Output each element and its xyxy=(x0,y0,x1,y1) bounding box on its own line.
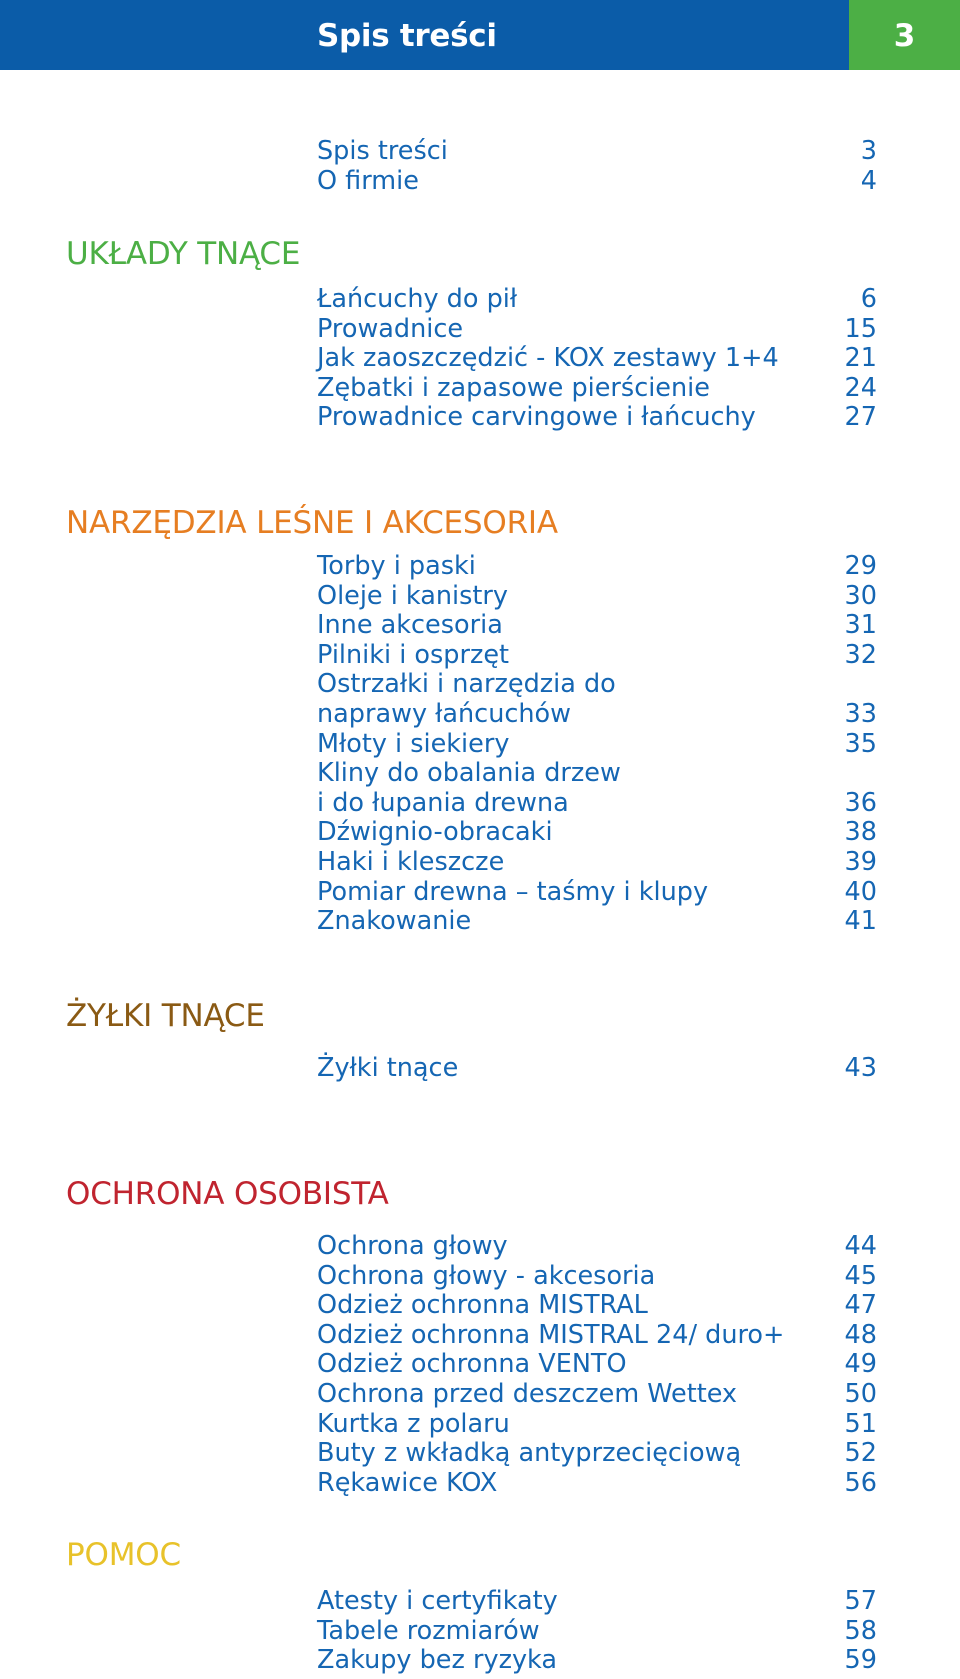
toc-entry-label: Ostrzałki i narzędzia do naprawy łańcuchów xyxy=(317,669,616,729)
toc-entry-label: Żyłki tnące xyxy=(317,1053,459,1083)
toc-entry-label: Znakowanie xyxy=(317,906,472,937)
toc-entry-label: Haki i kleszcze xyxy=(317,846,505,877)
section-title-narzedzia-lesne: NARZĘDZIA LEŚNE I AKCESORIA xyxy=(66,505,558,541)
toc-entry[interactable] xyxy=(317,759,877,818)
toc-entry[interactable] xyxy=(317,848,877,878)
toc-entry-label: Zakupy bez ryzyka xyxy=(317,1645,557,1676)
toc-intro-list xyxy=(317,137,877,196)
toc-entry[interactable] xyxy=(317,374,877,404)
toc-entry-page: 30 xyxy=(844,580,877,611)
toc-list-uklady-tnace xyxy=(317,285,877,433)
toc-entry-page: 15 xyxy=(844,313,877,344)
toc-entry-page: 29 xyxy=(844,551,877,581)
toc-entry-page: 27 xyxy=(844,402,877,433)
toc-entry[interactable] xyxy=(317,1380,877,1410)
toc-entry[interactable] xyxy=(317,1262,877,1292)
toc-entry-page: 21 xyxy=(844,343,877,374)
toc-entry[interactable] xyxy=(317,1646,877,1676)
toc-entry-label: Spis treści xyxy=(317,136,448,166)
toc-entry-page: 36 xyxy=(844,787,877,818)
toc-list-pomoc xyxy=(317,1587,877,1676)
toc-entry[interactable] xyxy=(317,818,877,848)
toc-entry-page: 40 xyxy=(844,876,877,907)
toc-entry-page: 50 xyxy=(844,1378,877,1409)
toc-entry-label: Odzież ochronna MISTRAL xyxy=(317,1290,648,1321)
toc-entry[interactable] xyxy=(317,1617,877,1647)
toc-entry-page: 41 xyxy=(844,906,877,937)
toc-entry[interactable] xyxy=(317,878,877,908)
toc-entry-label: Rękawice KOX xyxy=(317,1467,498,1498)
toc-entry[interactable] xyxy=(317,1469,877,1499)
toc-entry[interactable] xyxy=(317,403,877,433)
toc-entry-page: 49 xyxy=(844,1349,877,1380)
toc-entry[interactable] xyxy=(317,907,877,937)
toc-entry[interactable] xyxy=(317,137,877,167)
section-title-ochrona-osobista: OCHRONA OSOBISTA xyxy=(66,1176,389,1212)
toc-entry-page: 56 xyxy=(844,1467,877,1498)
toc-entry-label: Oleje i kanistry xyxy=(317,580,508,611)
toc-entry[interactable] xyxy=(317,641,877,671)
toc-entry-label: Jak zaoszczędzić - KOX zestawy 1+4 xyxy=(317,343,779,374)
toc-entry-label: Buty z wkładką antyprzecięciową xyxy=(317,1438,742,1469)
toc-entry-page: 51 xyxy=(844,1408,877,1439)
toc-entry-page: 45 xyxy=(844,1260,877,1291)
toc-entry-page: 44 xyxy=(844,1231,877,1261)
toc-entry[interactable] xyxy=(317,1232,877,1262)
toc-entry[interactable] xyxy=(317,1291,877,1321)
toc-entry[interactable] xyxy=(317,1321,877,1351)
toc-entry[interactable] xyxy=(317,611,877,641)
page-title: Spis treści xyxy=(317,18,497,54)
toc-list-narzedzia-lesne xyxy=(317,552,877,937)
header-bar xyxy=(0,0,960,70)
page-number-badge: 3 xyxy=(849,0,960,70)
toc-entry-page: 6 xyxy=(860,284,877,314)
toc-entry-label: Torby i paski xyxy=(317,551,476,581)
toc-entry-label: Młoty i siekiery xyxy=(317,728,510,759)
toc-entry[interactable] xyxy=(317,1587,877,1617)
toc-entry-label: Kliny do obalania drzew i do łupania drewna xyxy=(317,758,621,818)
toc-entry[interactable] xyxy=(317,315,877,345)
toc-entry[interactable] xyxy=(317,1054,877,1084)
toc-entry-label: Pomiar drewna – taśmy i klupy xyxy=(317,876,709,907)
section-title-pomoc: POMOC xyxy=(66,1537,181,1573)
toc-entry-page: 48 xyxy=(844,1319,877,1350)
toc-entry-label: Łańcuchy do pił xyxy=(317,284,518,314)
toc-entry-page: 35 xyxy=(844,728,877,759)
toc-entry[interactable] xyxy=(317,344,877,374)
toc-entry-label: Pilniki i osprzęt xyxy=(317,639,510,670)
toc-entry-page: 38 xyxy=(844,817,877,848)
toc-entry-label: Zębatki i zapasowe pierścienie xyxy=(317,372,710,403)
toc-entry[interactable] xyxy=(317,1350,877,1380)
toc-entry-page: 52 xyxy=(844,1438,877,1469)
toc-entry[interactable] xyxy=(317,730,877,760)
toc-entry-label: Ochrona głowy - akcesoria xyxy=(317,1260,656,1291)
toc-list-ochrona-osobista xyxy=(317,1232,877,1498)
toc-entry-label: Atesty i certyfikaty xyxy=(317,1586,558,1616)
toc-list-zylki-tnace xyxy=(317,1054,877,1084)
toc-entry[interactable] xyxy=(317,285,877,315)
toc-entry[interactable] xyxy=(317,1410,877,1440)
toc-entry-page: 59 xyxy=(844,1645,877,1676)
toc-entry-page: 24 xyxy=(844,372,877,403)
toc-entry[interactable] xyxy=(317,167,877,197)
toc-entry-label: Inne akcesoria xyxy=(317,610,503,641)
toc-entry-page: 31 xyxy=(844,610,877,641)
toc-entry-page: 4 xyxy=(860,165,877,196)
toc-entry[interactable] xyxy=(317,670,877,729)
toc-entry-label: Dźwignio-obracaki xyxy=(317,817,553,848)
toc-entry-page: 3 xyxy=(860,136,877,166)
toc-entry-page: 47 xyxy=(844,1290,877,1321)
toc-entry-page: 57 xyxy=(844,1586,877,1616)
toc-entry-label: Ochrona przed deszczem Wettex xyxy=(317,1378,738,1409)
toc-entry-label: Prowadnice xyxy=(317,313,464,344)
toc-entry-label: Kurtka z polaru xyxy=(317,1408,510,1439)
toc-entry-page: 39 xyxy=(844,846,877,877)
toc-entry-label: Tabele rozmiarów xyxy=(317,1615,540,1646)
toc-entry-label: O firmie xyxy=(317,165,419,196)
toc-entry-label: Odzież ochronna VENTO xyxy=(317,1349,627,1380)
toc-entry[interactable] xyxy=(317,1439,877,1469)
section-title-zylki-tnace: ŻYŁKI TNĄCE xyxy=(66,998,265,1034)
toc-entry-label: Ochrona głowy xyxy=(317,1231,508,1261)
toc-entry-page: 58 xyxy=(844,1615,877,1646)
toc-entry[interactable] xyxy=(317,582,877,612)
toc-entry-page: 32 xyxy=(844,639,877,670)
toc-entry[interactable] xyxy=(317,552,877,582)
section-title-uklady-tnace: UKŁADY TNĄCE xyxy=(66,236,301,272)
toc-entry-page: 33 xyxy=(844,698,877,729)
toc-entry-page: 43 xyxy=(844,1053,877,1083)
toc-entry-label: Odzież ochronna MISTRAL 24/ duro+ xyxy=(317,1319,785,1350)
toc-entry-label: Prowadnice carvingowe i łańcuchy xyxy=(317,402,756,433)
